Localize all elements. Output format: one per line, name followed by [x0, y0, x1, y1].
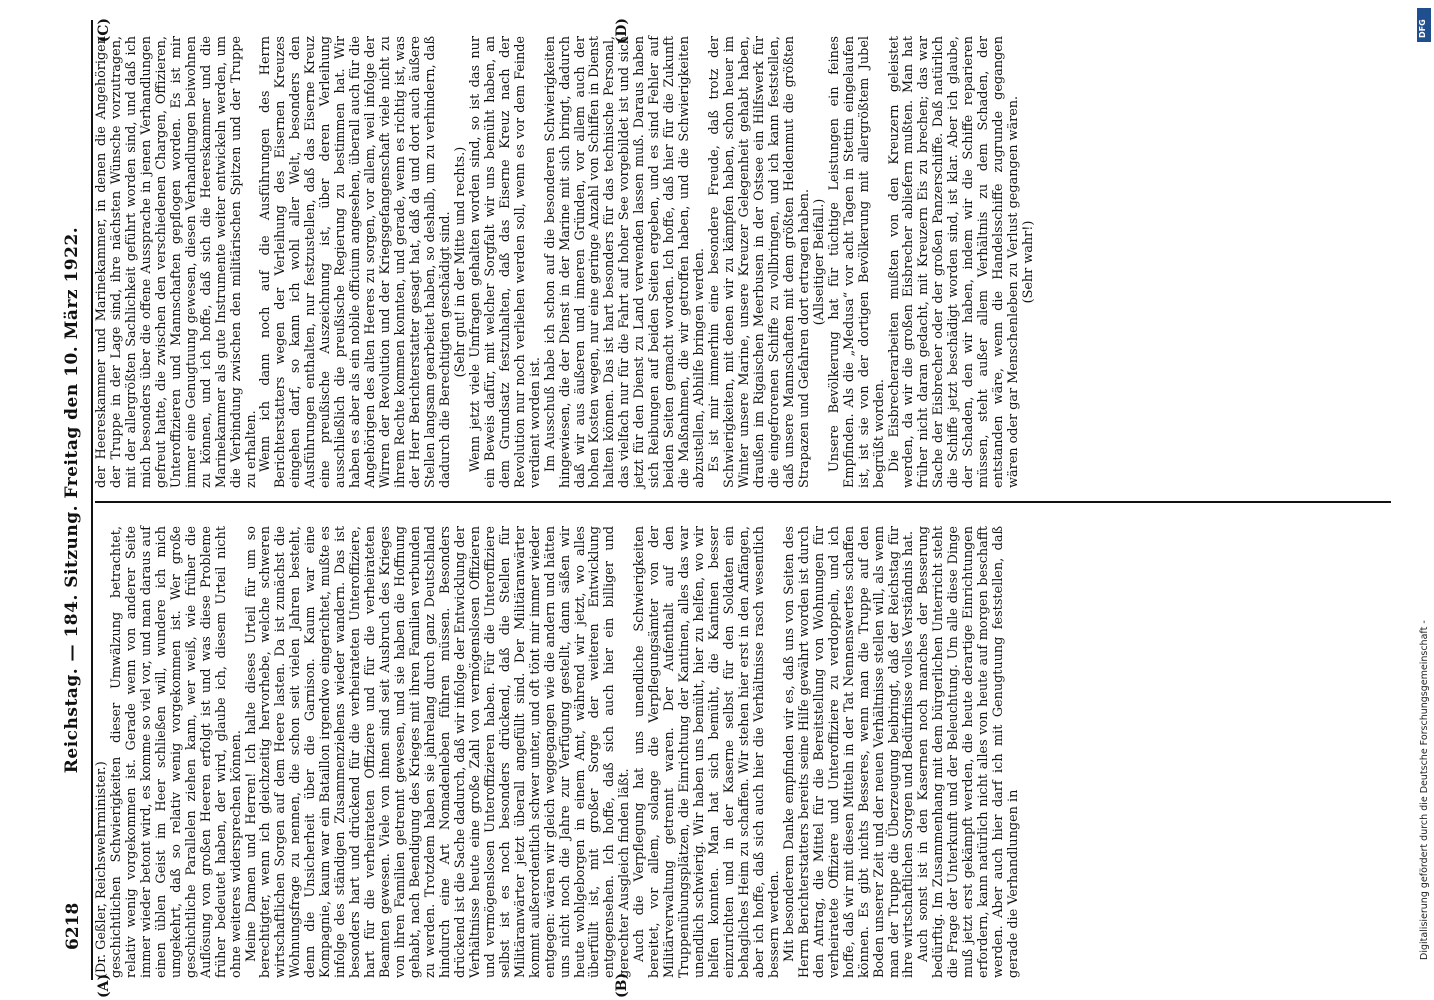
- paragraph: Auch die Verpflegung hat uns unendliche Schwierigkeiten bereitet, vor allem, solange die Verpflegungsämter von der Militärverwaltung getrennt waren. Der Aufenthalt auf den Truppenübungsplätzen, die Einrichtung der Kantinen, alles das war unendlich schwierig. Wir haben uns bemüht, hier zu helfen, wo wir helfen konnten. Man hat sich bemüht, die Kantinen besser einzurichten und in der Kaserne selbst für den Soldaten ein behagliches Heim zu schaffen. Wir stehen hier erst in den Anfängen, aber ich hoffe, daß sich auch hier die Verhältnisse rasch wesentlich bessern werden.: [632, 526, 782, 978]
- paragraph: Es ist mir immerhin eine besondere Freude, daß trotz der Schwierigkeiten, mit denen wir zu kämpfen haben, schon heuer im Winter unsere Marine, unsere Kreuzer Gelegenheit gehabt haben, draußen im Rigaischen Meerbusen in der Ostsee ein Hilfswerk für die eingefrorenen Schiffe zu vollbringen, und ich kann feststellen, daß unsere Mannschaften mit dem größten Heldenmut die größten Strapazen und Gefahren dort ertragen haben.: [707, 36, 812, 488]
- paragraph: Mit besonderem Danke empfinden wir es, daß uns von Seiten des Herrn Berichterstatters bereits seine Hilfe gewährt worden ist durch den Antrag, die Mittel für die Bereitstellung von Wohnungen für verheiratete Offiziere und Unteroffiziere zu verdoppeln, und ich hoffe, daß wir mit diesen Mitteln in der Tat Nennenswertes schaffen können. Es gibt nichts Besseres, wenn man die Truppe auf den Boden unserer Zeit und der neuen Verhältnisse stellen will, als wenn man der Truppe die Überzeugung beibringt, daß der Reichstag für ihre wirtschaftlichen Sorgen und Bedürfnisse volles Verständnis hat.: [781, 526, 917, 978]
- margin-mark-a: (A): [96, 973, 112, 998]
- margin-mark-d: (D): [614, 18, 630, 44]
- page-number: 6218: [63, 902, 83, 950]
- left-column: [94, 526, 1391, 998]
- right-column: [94, 18, 1391, 488]
- paragraph: Meine Damen und Herren! Ich halte dieses Urteil für um so berechtigter, wenn ich gleichzeitig hervorhebe, welche schweren wirtschaftlichen Sorgen auf dem Heere lasten. Da ist zunächst die Wohnungsfrage zu nennen, die schon seit vielen Jahren besteht, denn die Unsicherheit über die Garnison. Kaum war eine Kompagnie, kaum war ein Bataillon irgendwo eingerichtet, mußte es infolge des ständigen Zusammenziehens wieder wandern. Das ist besonders hart und drückend für die verheirateten Unteroffiziere, hart für die verheirateten Offiziere und für die verheirateten Beamten gewesen. Viele von ihnen sind seit Ausbruch des Krieges von ihren Familien getrennt gewesen, und sie haben die Hoffnung gehabt, nach Beendigung des Krieges mit ihren Familien verbunden zu werden. Trotzdem haben sie jahrelang durch ganz Deutschland hindurch eine Art Nomadenleben führen müssen. Besonders drückend ist die Sache dadurch, daß wir infolge der Entwicklung der Verhältnisse heute eine große Zahl von vermögenslosen Offizieren und vermögenslosen Unteroffizieren haben. Für die Unteroffiziere selbst ist es noch besonders drückend, daß die Stellen für Militäranwärter jetzt überall angefüllt sind. Der Militäranwärter kommt außerordentlich schwer unter, und oft tönt mir immer wieder entgegen: wären wir gleich weggegangen wie die andern und hätten uns nicht noch die Jahre zur Verfügung gestellt, dann säßen wir heute wohlgeborgen in einem Amt, während wir jetzt, wo alles überfüllt ist, mit großer Sorge der weiteren Entwicklung entgegensehen. Ich hoffe, daß sich auch hier ein billiger und gerechter Ausgleich finden läßt.: [243, 526, 633, 978]
- text-columns: [94, 18, 1391, 998]
- paragraph: geschichtlichen Schwierigkeiten dieser Umwälzung betrachtet, relativ wenig vorgekommen ist. Gerade wenn von anderer Seite immer wieder betont wird, es komme so viel vor, und man daraus auf einen üblen Geist im Heer schließen will, wundere ich mich umgekehrt, daß so relativ wenig vorgekommen ist. Wer große geschichtliche Parallelen ziehen kann, wer weiß, wie früher die Auflösung von großen Heeren erfolgt ist und was diese Probleme früher bedeutet haben, der wird, glaube ich, diesem Urteil nicht ohne weiteres widersprechen können.: [108, 526, 244, 978]
- paragraph: Wenn jetzt viele Umfragen gehalten worden sind, so ist das nur ein Beweis dafür, mit welcher Sorgfalt wir uns bemüht haben, an dem Grundsatz festzuhalten, daß das Eiserne Kreuz nach der Revolution nur noch verliehen werden soll, wenn es vor dem Feinde verdient worden ist.: [467, 36, 543, 488]
- margin-mark-b: (B): [614, 972, 630, 998]
- page-header: [55, 20, 93, 980]
- interjection: (Sehr wahr!): [1021, 220, 1037, 304]
- column-divider: [95, 501, 1391, 503]
- digitization-credit: Digitalisierung gefördert durch die Deutsche Forschungsgemeinschaft -: [1419, 620, 1430, 960]
- paragraph: Die Eisbrecherarbeiten mußten von den Kreuzern geleistet werden, da wir die großen Eisbrecher abliefern mußten. Man hat früher nicht daran gedacht, mit Kreuzern Eis zu brechen; das war Sache der Eisbrecher oder der großen Panzerschiffe. Daß natürlich die Schiffe jetzt beschädigt worden sind, ist klar. Aber ich glaube, der Schaden, den wir haben, indem wir die Schiffe reparieren müssen, steht außer allem Verhältnis zu dem Schaden, der entstanden wäre, wenn die Handelsschiffe zugrunde gegangen wären oder gar Menschenleben zu Verlust gegangen wären.: [886, 36, 1022, 488]
- interjection: (Allseitiger Beifall.): [811, 198, 827, 326]
- newspaper-sheet: [55, 0, 1395, 1000]
- paragraph: Auch sonst ist in den Kasernen noch manches der Besserung bedürftig. Im Zusammenhang mit dem bürgerlichen Unterricht steht die Frage der Unterkunft und der Beleuchtung. Um alle diese Dinge muß jetzt erst gekämpft werden, die heute derartige Einrichtungen erfordern, kann natürlich nicht alles von heute auf morgen beschafft werden. Aber auch hier darf ich mit Genugtuung feststellen, daß gerade die Verhandlungen in: [916, 526, 1022, 978]
- paragraph: Wenn ich dann noch auf die Ausführungen des Herrn Berichterstatters wegen der Verleihung des Eisernen Kreuzes eingehen darf, so kann ich wohl aller Welt, besonders den Ausführungen enthalten, nur festzustellen, daß das Eiserne Kreuz eine preußische Auszeichnung ist, über deren Verleihung ausschließlich die preußische Regierung zu bestimmen hat. Wir haben es aber als ein nobile officium angesehen, überall auch für die Angehörigen des alten Heeres zu sorgen, vor allem, weil infolge der Wirren der Revolution und der Kriegsgefangenschaft viele nicht zu ihrem Rechte kommen konnten, und gerade, wenn es richtig ist, was der Herr Berichterstatter gesagt hat, daß da und dort auch äußere Stellen langsam gearbeitet haben, so deshalb, um zu verhindern, daß dadurch die Berechtigten geschädigt sind.: [258, 36, 453, 488]
- dfg-logo-text: DFG: [1418, 19, 1427, 38]
- page-title: Reichstag. — 184. Sitzung. Freitag den 10. März 1922.: [62, 226, 82, 774]
- paragraph: Im Ausschuß habe ich schon auf die besonderen Schwierigkeiten hingewiesen, die der Dienst in der Marine mit sich bringt, dadurch daß wir aus äußeren und inneren Gründen, vor allem auch der hohen Kosten wegen, nur eine geringe Anzahl von Schiffen in Dienst halten können. Das ist hart besonders für das technische Personal, das vielfach nur für die Fahrt auf hoher See vorgebildet ist und sich jetzt für den Dienst zu Land verwenden lassen muß. Daraus haben sich Reibungen auf beiden Seiten ergeben, und es sind Fehler auf beiden Seiten gemacht worden. Ich hoffe, daß hier für die Zukunft die Maßnahmen, die wir getroffen haben, und die Schwierigkeiten abzustellen, Abhilfe bringen werden.: [542, 36, 708, 488]
- interjection: (Sehr gut! in der Mitte und rechts.): [452, 146, 468, 378]
- speaker-line: (Dr. Geßler, Reichswehrminister.): [94, 761, 109, 978]
- paragraph: Unsere Bevölkerung hat für tüchtige Leistungen ein feines Empfinden. Als die „Medusa“ vor acht Tagen in Stettin eingelaufen ist, ist sie von der dortigen Bevölkerung mit allergrößtem Jubel begrüßt worden.: [826, 36, 887, 488]
- margin-mark-c: (C): [96, 18, 112, 43]
- paragraph: der Heereskammer und Marinekammer, in denen die Angehörigen der Truppe in der Lage sind, ihre nächsten Wünsche vorzutragen, mit der allergrößten Sachlichkeit geführt worden sind, und daß ich mich besonders über die offene Aussprache in jenen Verhandlungen gefreut hatte, die zwischen den verschiedenen Chargen, Offizieren, Unteroffizieren und Mannschaften gepflogen worden. Es ist mir immer eine Genugtuung gewesen, diesen Verhandlungen beiwohnen zu können, und ich hoffe, daß sich die Heereskammer und die Marinekammer als gute Instrumente weiter entwickeln werden, um die Verbindung zwischen den militärischen Spitzen und der Truppe zu erhalten.: [94, 36, 259, 488]
